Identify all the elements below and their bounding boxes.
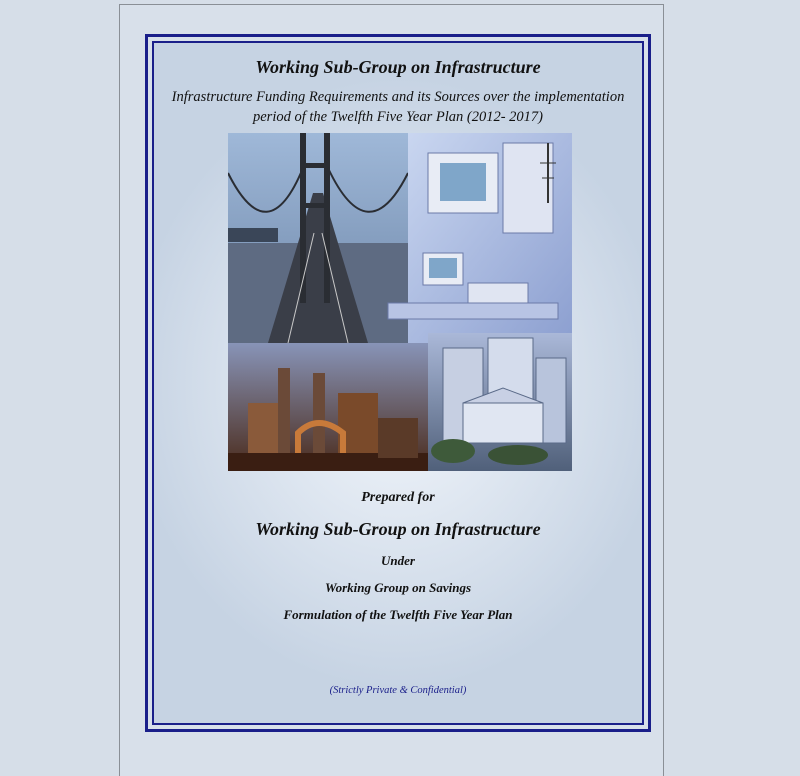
prepared-for-label: Prepared for xyxy=(361,490,435,505)
city-buildings-scene xyxy=(428,333,572,471)
cover-border xyxy=(145,34,651,732)
confidential-notice: (Strictly Private & Confidential) xyxy=(329,685,467,696)
subtitle-line-1: Infrastructure Funding Requirements and its Sources over the implementation xyxy=(171,89,625,105)
cover-title: Working Sub-Group on Infrastructure xyxy=(255,57,541,77)
suspension-bridge-scene xyxy=(228,133,408,343)
working-group-name: Working Group on Savings xyxy=(324,580,472,595)
collage-illustration xyxy=(228,133,572,471)
cover-subtitle xyxy=(168,87,628,127)
cover-panel xyxy=(152,41,644,725)
formulation-line: Formulation of the Twelfth Five Year Plan xyxy=(283,607,513,622)
subtitle-line-2: period of the Twelfth Five Year Plan (2012- 2017) xyxy=(253,109,543,125)
industrial-plant-scene xyxy=(228,343,428,471)
computer-workstation-scene xyxy=(388,133,572,343)
under-label: Under xyxy=(381,553,415,568)
subgroup-name: Working Sub-Group on Infrastructure xyxy=(255,519,541,539)
infrastructure-collage-image xyxy=(228,133,572,471)
